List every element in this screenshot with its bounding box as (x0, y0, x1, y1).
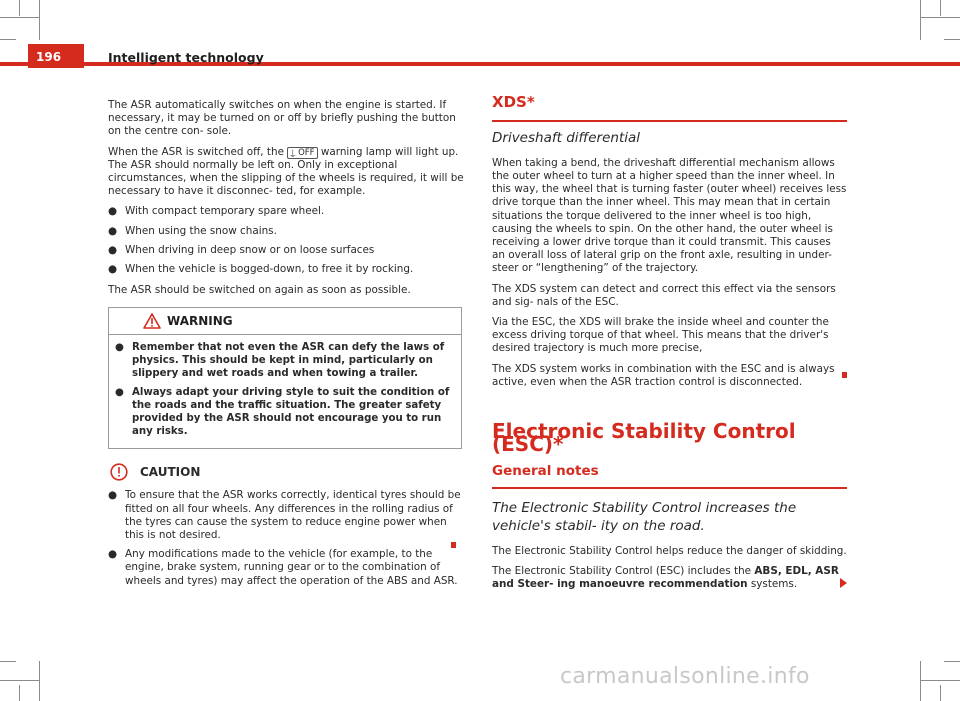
crop-mark (944, 661, 960, 662)
general-notes-heading: General notes (492, 463, 599, 480)
list-item (108, 548, 464, 588)
general-intro: The Electronic Stability Control increases the vehicle's stabil- ity on the road. (492, 499, 797, 534)
crop-mark (19, 685, 20, 701)
list-item-text: When using the snow chains. (125, 224, 277, 237)
list-item-text: With compact temporary spare wheel. (125, 205, 325, 218)
left-column (108, 99, 464, 594)
heading-rule (492, 487, 847, 489)
crop-mark (940, 685, 941, 701)
list-item-text: When the vehicle is bogged-down, to free it by rocking. (125, 263, 414, 276)
right-column (492, 93, 847, 598)
paragraph: The ASR automatically switches on when the engine is started. If necessary, it may be turned on or off by briefly pushing the button on the centre con- sole. (108, 99, 456, 138)
paragraph (108, 146, 464, 199)
xds-heading: XDS* (492, 93, 535, 111)
crop-mark (39, 661, 40, 701)
bullet-icon: ● (108, 224, 118, 237)
crop-mark (0, 17, 40, 18)
section-end-mark (451, 542, 456, 548)
list-item (115, 341, 453, 380)
list-item-text: When driving in deep snow or on loose surfaces (125, 243, 375, 256)
lamp-label: OFF (298, 147, 315, 158)
paragraph (492, 363, 847, 389)
crop-mark (920, 17, 960, 18)
crop-mark (944, 39, 960, 40)
paragraph-text: The XDS system works in combination with the ESC and is always active, even when the ASR traction control is disconnected. (492, 362, 835, 388)
list-item (108, 205, 464, 218)
esc-heading: Electronic Stability Control (ESC)* (492, 418, 796, 457)
list-item (108, 489, 464, 542)
list-item-text: To ensure that the ASR works correctly, identical tyres should be fitted on all four wheels. Any differences in the rolling radius of the tyres can cause the system to reduce engine power when this is not desired. (125, 489, 461, 542)
paragraph: The Electronic Stability Control helps reduce the danger of skidding. (492, 544, 847, 557)
section-title: Intelligent technology (108, 50, 264, 65)
paragraph-text: The Electronic Stability Control (ESC) includes the (492, 565, 752, 578)
list-item (115, 386, 453, 438)
bullet-icon: ● (108, 489, 118, 502)
paragraph: The XDS system can detect and correct this effect via the sensors and sig- nals of the ESC. (492, 282, 836, 308)
crop-mark (920, 0, 921, 40)
warning-title: WARNING (167, 313, 233, 328)
paragraph-bold-text: ABS, EDL, ASR and Steer- ing manoeuvre recommendation (492, 565, 839, 591)
paragraph (492, 565, 847, 591)
caution-title: CAUTION (140, 464, 201, 479)
watermark: carmanualsonline.info (560, 664, 810, 689)
crop-mark (39, 0, 40, 40)
crop-mark (0, 661, 16, 662)
asr-off-lamp-icon: ⍊ OFF (287, 147, 317, 159)
list-item-text: Remember that not even the ASR can defy the laws of physics. This should be kept in mind, particularly on slippery and wet roads and when towing a trailer. (132, 342, 445, 380)
crop-mark (940, 0, 941, 16)
continue-arrow-icon (840, 578, 847, 588)
crop-mark (0, 680, 40, 681)
paragraph: When taking a bend, the driveshaft differential mechanism allows the outer wheel to turn at a higher speed than the inner wheel. In this way, the wheel that is turning faster (outer wheel) receives less drive torque than the inner wheel. This may mean that in certain situations the torque delivered to the inner wheel is too high, causing the wheels to spin. On the other hand, the outer wheel is receiving a lower drive torque than it could transmit. This causes an overall loss of lateral grip on the front axle, resulting in under- steer or “lengthening” of the trajectory. (492, 156, 847, 275)
bullet-icon: ● (108, 205, 118, 218)
bullet-icon: ● (108, 263, 118, 276)
list-item (108, 225, 464, 238)
list-item-text: Any modifications made to the vehicle (for example, to the engine, brake system, running gear or to the combination of wheels and tyres) may affect the operation of the ABS and ASR. (125, 548, 458, 587)
heading-rule (492, 120, 847, 122)
bullet-icon: ● (115, 387, 124, 399)
xds-subtitle: Driveshaft differential (492, 129, 641, 146)
warning-triangle-icon (143, 313, 161, 329)
bullet-icon: ● (108, 548, 118, 561)
bullet-icon: ● (115, 342, 124, 354)
section-end-mark (842, 372, 847, 378)
list-item-text: Always adapt your driving style to suit the condition of the roads and the traffic situation. The greater safety provided by the ASR should not encourage you to run any risks. (132, 387, 450, 438)
crop-mark (920, 680, 960, 681)
paragraph-text: When the ASR is switched off, the (108, 145, 284, 158)
page-number: 196 (28, 44, 84, 68)
caution-exclamation-icon (110, 463, 128, 481)
caution-header (108, 463, 464, 481)
warning-header (109, 308, 461, 335)
warning-box (108, 307, 462, 449)
paragraph-text: warning lamp will light up. The ASR should normally be left on. Only in exceptional circumstances, when the slipping of the wheels is required, it will be necessary to have it disconnec- ted, for example. (108, 145, 464, 198)
bullet-icon: ● (108, 243, 118, 256)
paragraph: The ASR should be switched on again as soon as possible. (108, 284, 411, 297)
crop-mark (19, 0, 20, 16)
warning-body (109, 335, 461, 448)
crop-mark (920, 661, 921, 701)
paragraph-text: systems. (750, 578, 798, 591)
paragraph: Via the ESC, the XDS will brake the inside wheel and counter the excess driving torque of that wheel. This means that the driver's desired trajectory is much more precise, (492, 315, 829, 355)
crop-mark (0, 39, 16, 40)
list-item (108, 263, 464, 276)
list-item (108, 244, 464, 257)
